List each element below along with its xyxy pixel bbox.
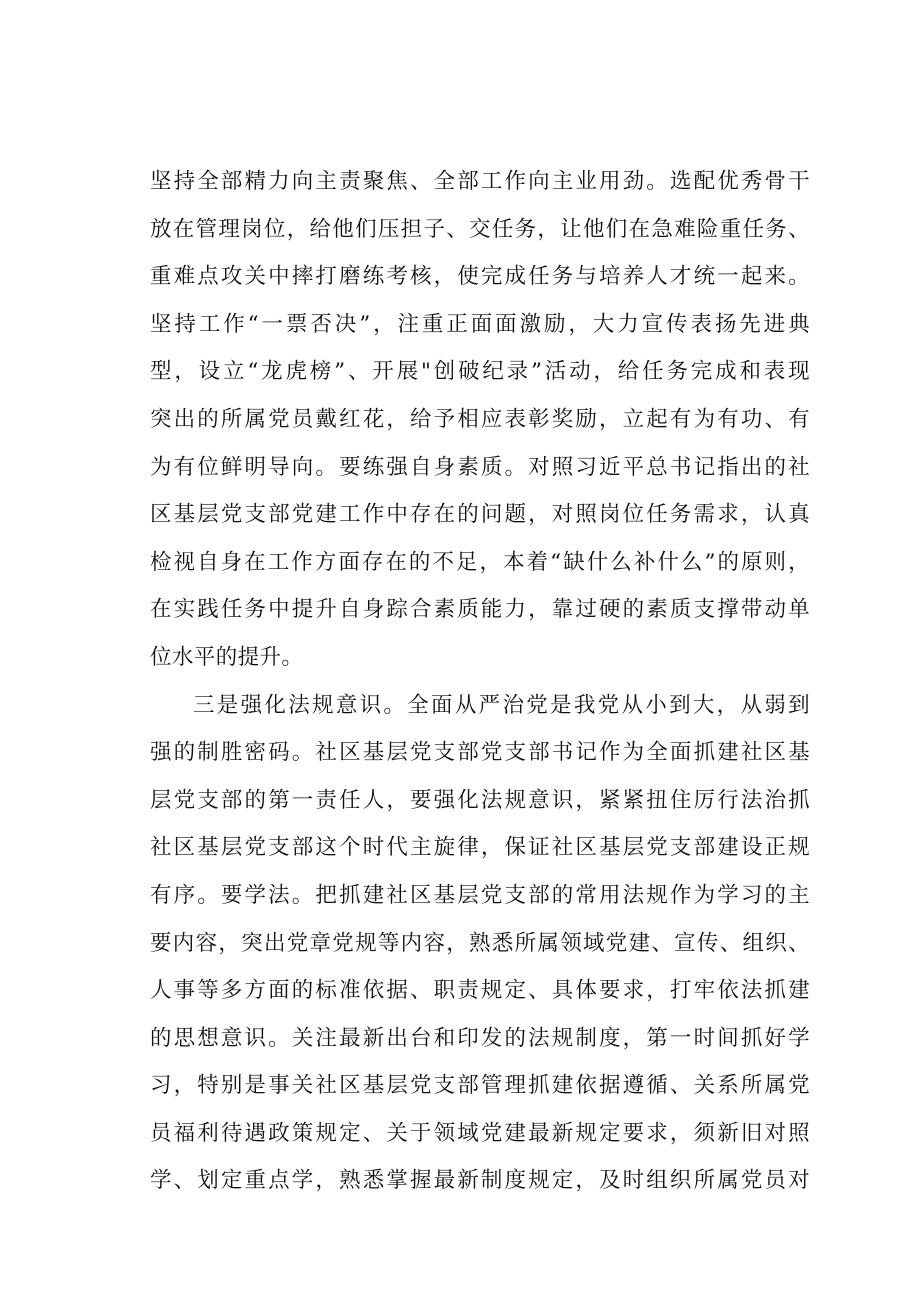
document-body <box>150 158 810 1205</box>
text-line: 的思想意识。关注最新出台和印发的法规制度，第一时间抓好学 <box>150 1025 810 1051</box>
text-line: 位水平的提升。 <box>150 644 304 670</box>
text-line: 三是强化法规意识。全面从严治党是我党从小到大，从弱到 <box>193 692 810 718</box>
text-line: 型，设立“龙虎榜”、开展"创破纪录”活动，给任务完成和表现 <box>150 359 810 385</box>
text-line: 强的制胜密码。社区基层党支部党支部书记作为全面抓建社区基 <box>150 740 810 766</box>
text-line: 有序。要学法。把抓建社区基层党支部的常用法规作为学习的主 <box>150 882 810 908</box>
text-line: 学、划定重点学，熟悉掌握最新制度规定，及时组织所属党员对 <box>150 1168 810 1194</box>
text-line: 放在管理岗位，给他们压担子、交任务，让他们在急难险重任务、 <box>150 216 810 242</box>
text-line: 突出的所属党员戴红花，给予相应表彰奖励，立起有为有功、有 <box>150 406 810 432</box>
text-line: 社区基层党支部这个时代主旋律，保证社区基层党支部建设正规 <box>150 835 810 861</box>
text-line: 坚持工作“一票否决”，注重正面面激励，大力宣传表扬先进典 <box>150 311 810 337</box>
text-line: 在实践任务中提升自身踪合素质能力，靠过硬的素质支撑带动单 <box>150 597 810 623</box>
text-line: 为有位鲜明导向。要练强自身素质。对照习近平总书记指出的社 <box>150 454 810 480</box>
paragraph-2 <box>150 682 810 1206</box>
text-line: 重难点攻关中摔打磨练考核，使完成任务与培养人才统一起来。 <box>150 264 810 290</box>
paragraph-1 <box>150 158 810 682</box>
text-line: 人事等多方面的标准依据、职责规定、具体要求，打牢依法抓建 <box>150 978 810 1004</box>
text-line: 检视自身在工作方面存在的不足，本着“缺什么补什么”的原则， <box>150 549 810 575</box>
text-line: 要内容，突出党章党规等内容，熟悉所属领域党建、宣传、组织、 <box>150 930 810 956</box>
text-line: 层党支部的第一责任人，要强化法规意识，紧紧扭住厉行法治抓 <box>150 787 810 813</box>
text-line: 员福利待遇政策规定、关于领域党建最新规定要求，须新旧对照 <box>150 1120 810 1146</box>
text-line: 习，特别是事关社区基层党支部管理抓建依据遵循、关系所属党 <box>150 1073 810 1099</box>
text-line: 坚持全部精力向主责聚焦、全部工作向主业用劲。选配优秀骨干 <box>150 169 810 194</box>
text-line: 区基层党支部党建工作中存在的问题，对照岗位任务需求，认真 <box>150 502 810 528</box>
